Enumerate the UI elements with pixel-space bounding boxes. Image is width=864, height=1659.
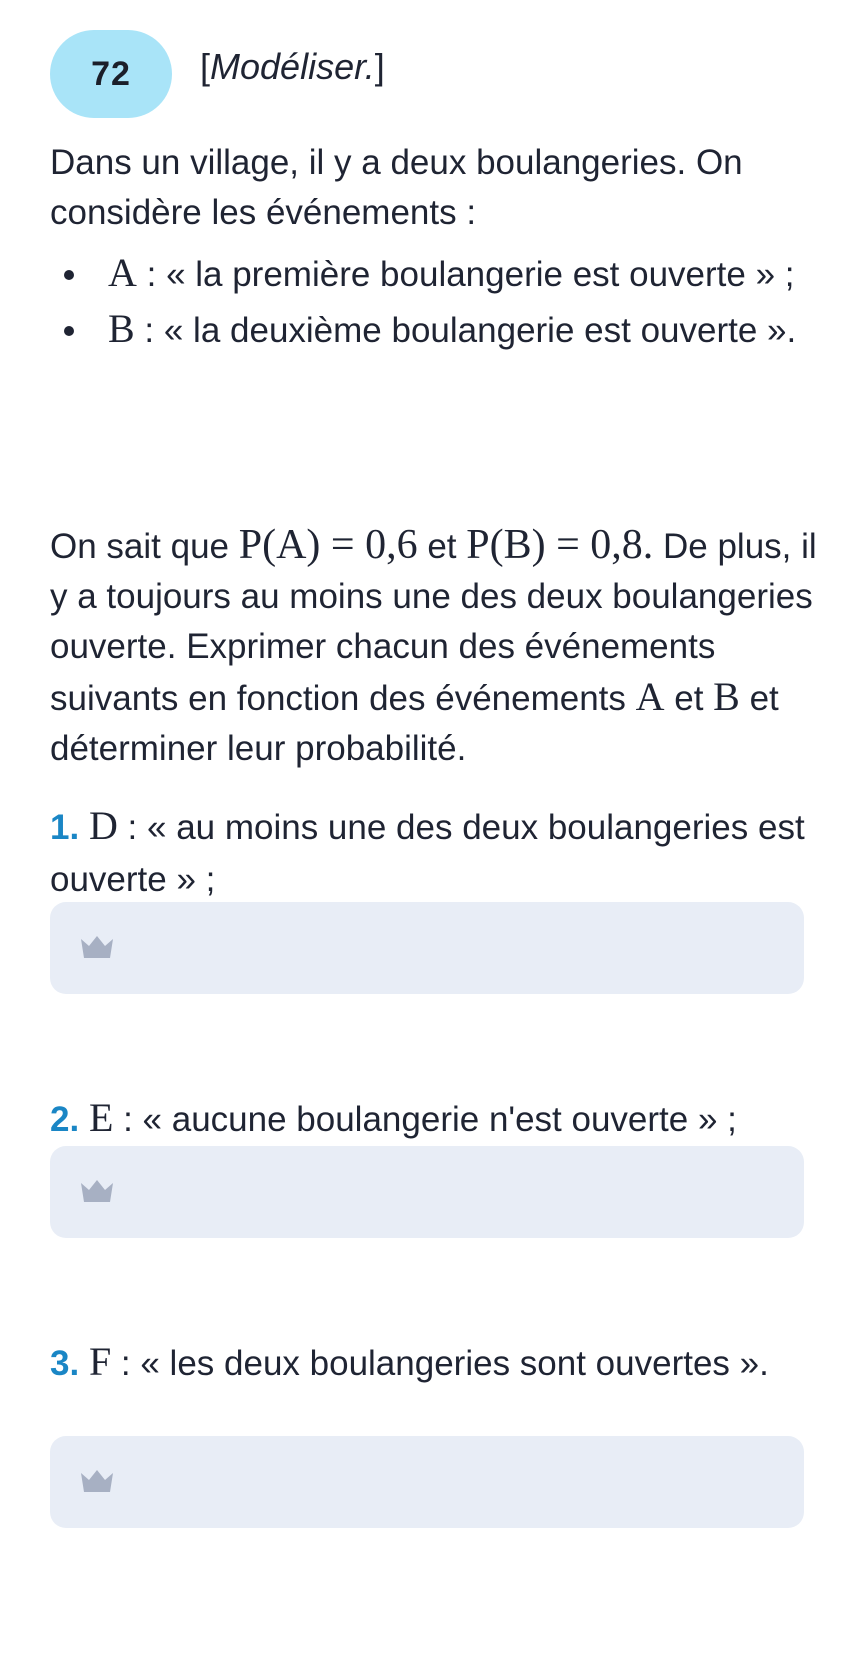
event-variable: D [88,803,118,848]
tag-close-bracket: ] [374,46,385,87]
question-number: 2. [50,1100,80,1139]
question-text: : « aucune boulangerie n'est ouverte » ; [113,1100,737,1139]
statement-text: et [664,679,714,718]
event-variable: E [88,1095,114,1140]
event-description: : « la deuxième boulangerie est ouverte ». [134,311,797,350]
event-variable: B [108,306,135,351]
event-variable: B [713,674,740,719]
statement-text: On sait que [50,527,239,566]
event-variable: A [635,674,665,719]
list-item-event-a [50,246,820,302]
answer-box-3[interactable] [50,1436,804,1528]
event-variable: F [88,1339,112,1384]
exercise-tag-text: Modéliser. [210,46,375,87]
exercise-number-badge [50,30,172,118]
events-list [50,246,820,358]
question-number: 1. [50,808,80,847]
bullet-icon [64,326,74,336]
question-text: : « au moins une des deux boulangeries est ouverte » ; [50,808,805,899]
statement-text: et déterminer leur probabilité. [50,679,779,768]
question-1 [50,800,820,906]
question-text: : « les deux boulangeries sont ouvertes ». [111,1344,769,1383]
tag-open-bracket: [ [200,46,211,87]
crown-icon [80,935,114,959]
question-2 [50,1092,820,1146]
list-item-event-b [50,302,820,358]
problem-statement [50,520,820,774]
probability-b-expression: P(B) = 0,8. [466,522,654,568]
question-number: 3. [50,1344,80,1383]
event-description: : « la première boulangerie est ouverte » ; [136,255,795,294]
statement-text: De plus, il y a toujours au moins une des deux boulangeries ouverte. Exprimer chacun des événements suivants en fonction des événements [50,527,817,718]
statement-text: et [417,527,467,566]
intro-text: Dans un village, il y a deux boulangeries. On considère les événements : [50,143,743,232]
answer-box-1[interactable] [50,902,804,994]
probability-a-expression: P(A) = 0,6 [238,522,418,568]
crown-icon [80,1179,114,1203]
exercise-number: 72 [91,54,131,93]
question-3 [50,1336,820,1390]
answer-box-2[interactable] [50,1146,804,1238]
event-variable: A [108,250,137,295]
bullet-icon [64,270,74,280]
crown-icon [80,1469,114,1493]
exercise-tag [200,46,385,88]
exercise-header [50,30,770,118]
